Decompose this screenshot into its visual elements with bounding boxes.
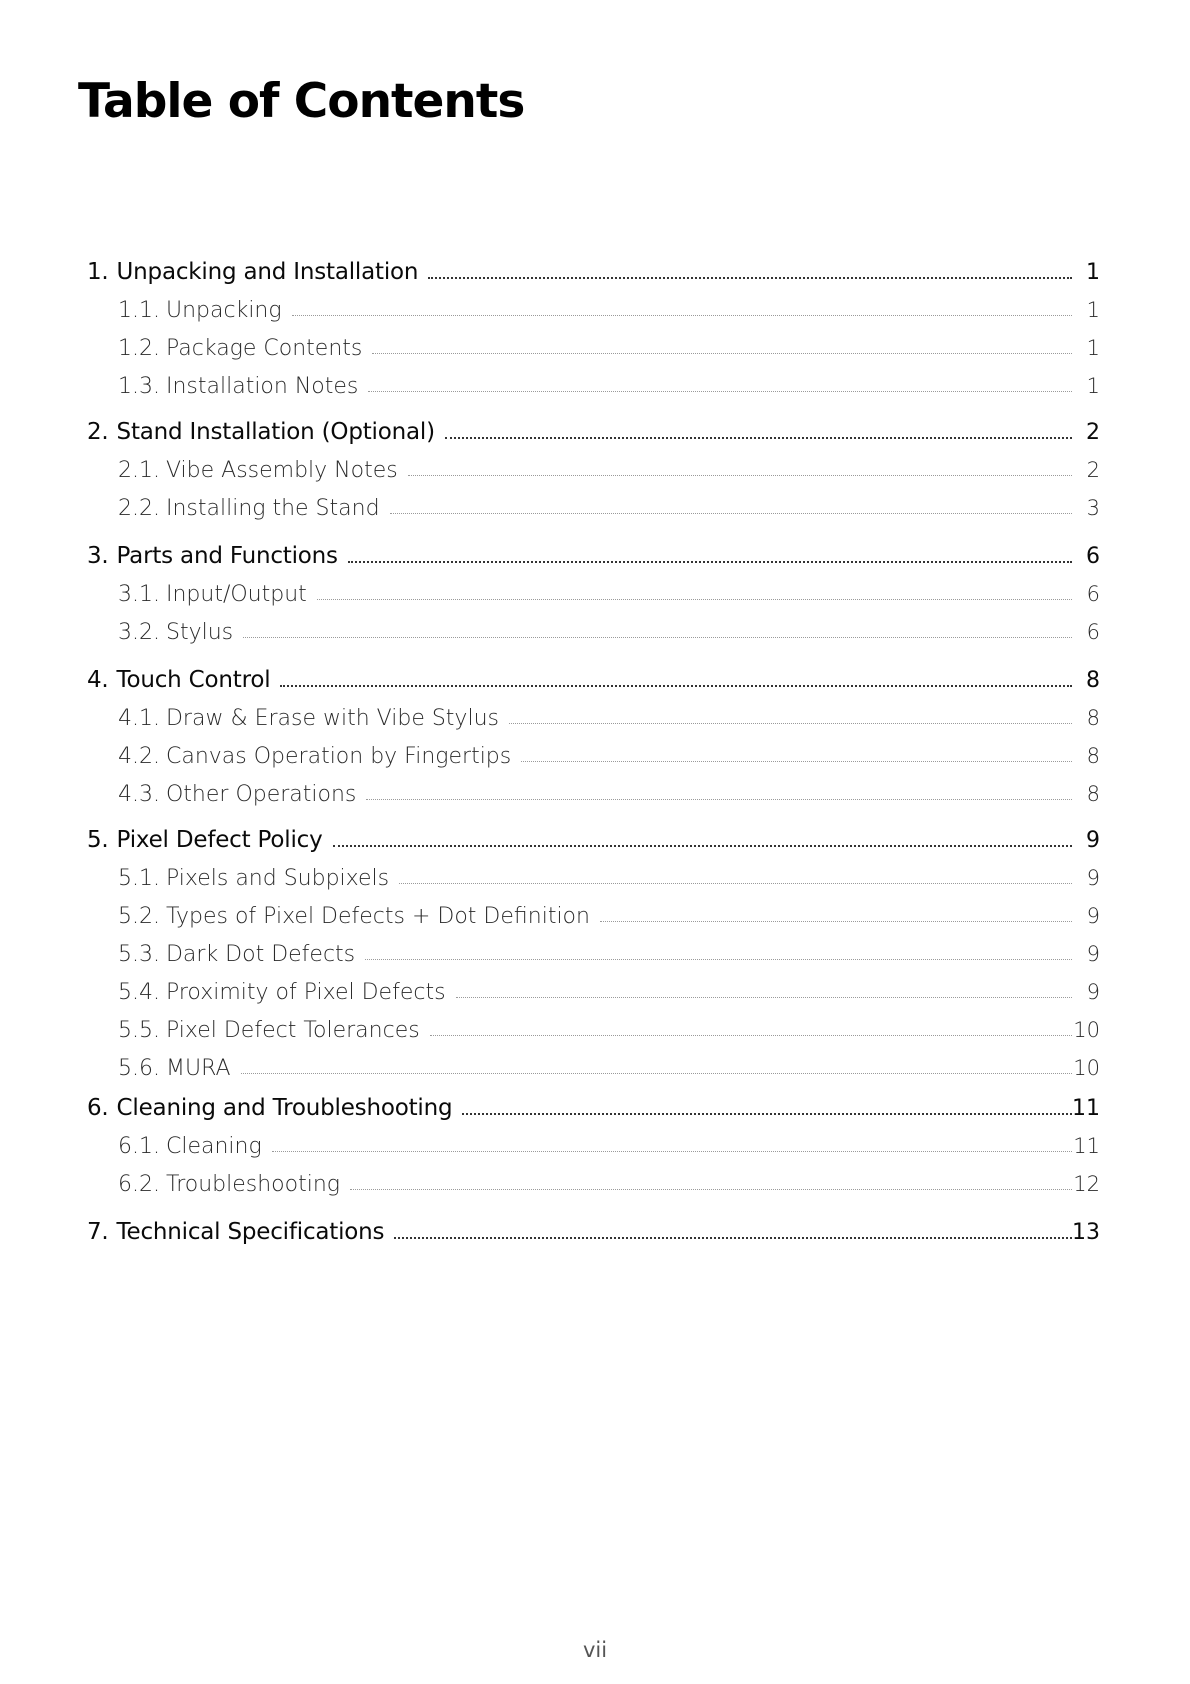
- toc-entry-number: 2.: [87, 419, 109, 445]
- toc-chapter-entry[interactable]: [0, 1089, 1190, 1127]
- toc-dot-leader: [456, 997, 1072, 998]
- toc-dot-leader: [368, 391, 1072, 392]
- toc-dot-leader: [280, 685, 1072, 687]
- toc-entry-number: 1.1.: [118, 297, 160, 323]
- toc-entry-title: Cleaning and Troubleshooting: [116, 1095, 453, 1121]
- toc-entry-number: 3.: [87, 543, 109, 569]
- toc-entry-number: 3.2.: [118, 619, 160, 645]
- toc-entry-number: 7.: [87, 1219, 109, 1245]
- toc-page-number: 8: [1086, 706, 1100, 730]
- toc-entry-number: 2.1.: [118, 457, 160, 483]
- toc-page-number: 6: [1086, 620, 1100, 644]
- toc-entry-title: Types of Pixel Defects + Dot Definition: [165, 903, 590, 929]
- toc-section-entry[interactable]: [0, 1127, 1190, 1165]
- toc-entry-label: [118, 620, 239, 645]
- toc-page-number: 1: [1086, 298, 1100, 322]
- toc-entry-label: [118, 980, 452, 1005]
- toc-section-entry[interactable]: [0, 973, 1190, 1011]
- toc-entry-number: 4.: [87, 667, 109, 693]
- toc-chapter-entry[interactable]: [0, 537, 1190, 575]
- toc-entry-label: [87, 1219, 390, 1245]
- toc-dot-leader: [317, 599, 1072, 600]
- toc-page-number: 6: [1086, 582, 1100, 606]
- toc-dot-leader: [350, 1189, 1072, 1190]
- toc-entry-label: [118, 374, 364, 399]
- toc-chapter-entry[interactable]: [0, 413, 1190, 451]
- toc-entry-number: 2.2.: [118, 495, 160, 521]
- toc-section-entry[interactable]: [0, 699, 1190, 737]
- toc-dot-leader: [365, 959, 1072, 960]
- page-number: vii: [582, 1638, 608, 1662]
- page-title: Table of Contents: [78, 74, 525, 129]
- toc-page-number: 12: [1073, 1172, 1100, 1196]
- toc-entry-number: 3.1.: [118, 581, 160, 607]
- toc-dot-leader: [372, 353, 1072, 354]
- toc-dot-leader: [348, 561, 1072, 563]
- toc-entry-title: Stylus: [165, 619, 234, 645]
- toc-entry-label: [118, 582, 313, 607]
- toc-entry-label: [118, 298, 288, 323]
- toc-entry-title: Dark Dot Defects: [165, 941, 356, 967]
- toc-entry-label: [118, 706, 505, 731]
- toc-entry-title: Installing the Stand: [165, 495, 380, 521]
- toc-page-number: 2: [1086, 458, 1100, 482]
- toc-section-entry[interactable]: [0, 451, 1190, 489]
- toc-dot-leader: [243, 637, 1072, 638]
- toc-page-number: 8: [1086, 782, 1100, 806]
- toc-entry-label: [118, 904, 596, 929]
- toc-entry-title: Parts and Functions: [116, 543, 338, 569]
- toc-entry-label: [118, 1018, 426, 1043]
- toc-page-number: 13: [1072, 1219, 1100, 1245]
- toc-chapter-entry[interactable]: [0, 661, 1190, 699]
- toc-dot-leader: [394, 1237, 1072, 1239]
- toc-page-number: 10: [1073, 1056, 1100, 1080]
- toc-entry-label: [87, 543, 344, 569]
- toc-page-number: 8: [1086, 667, 1100, 693]
- toc-page-number: 9: [1086, 904, 1100, 928]
- toc-entry-number: 5.2.: [118, 903, 160, 929]
- toc-entry-number: 1.2.: [118, 335, 160, 361]
- toc-entry-number: 5.: [87, 827, 109, 853]
- toc-dot-leader: [445, 437, 1072, 439]
- toc-section-entry[interactable]: [0, 1165, 1190, 1203]
- toc-dot-leader: [272, 1151, 1072, 1152]
- toc-entry-number: 5.3.: [118, 941, 160, 967]
- toc-dot-leader: [333, 845, 1072, 847]
- toc-section-entry[interactable]: [0, 329, 1190, 367]
- toc-page-number: 9: [1086, 942, 1100, 966]
- toc-dot-leader: [408, 475, 1072, 476]
- toc-entry-label: [87, 419, 441, 445]
- toc-entry-number: 5.1.: [118, 865, 160, 891]
- toc-entry-title: Cleaning: [165, 1133, 262, 1159]
- toc-dot-leader: [292, 315, 1072, 316]
- toc-page-number: 9: [1086, 866, 1100, 890]
- toc-section-entry[interactable]: [0, 775, 1190, 813]
- toc-page-number: 8: [1086, 744, 1100, 768]
- toc-entry-label: [118, 866, 395, 891]
- toc-entry-title: Unpacking: [165, 297, 282, 323]
- toc-page-number: 1: [1086, 374, 1100, 398]
- toc-page-number: 3: [1086, 496, 1100, 520]
- toc-entry-title: Pixel Defect Policy: [116, 827, 323, 853]
- toc-entry-title: MURA: [165, 1055, 231, 1081]
- toc-entry-title: Pixel Defect Tolerances: [165, 1017, 420, 1043]
- toc-page-number: 6: [1086, 543, 1100, 569]
- toc-page-number: 10: [1073, 1018, 1100, 1042]
- toc-entry-title: Vibe Assembly Notes: [165, 457, 398, 483]
- toc-entry-title: Package Contents: [165, 335, 363, 361]
- toc-section-entry[interactable]: [0, 367, 1190, 405]
- toc-section-entry[interactable]: [0, 1011, 1190, 1049]
- toc-entry-title: Installation Notes: [165, 373, 359, 399]
- toc-entry-label: [87, 667, 276, 693]
- toc-entry-number: 5.4.: [118, 979, 160, 1005]
- toc-page-number: 11: [1073, 1134, 1100, 1158]
- toc-chapter-entry[interactable]: [0, 253, 1190, 291]
- toc-entry-number: 4.1.: [118, 705, 160, 731]
- toc-page-number: 1: [1086, 259, 1100, 285]
- toc-page-number: 9: [1086, 980, 1100, 1004]
- toc-entry-label: [118, 336, 368, 361]
- toc-entry-title: Pixels and Subpixels: [165, 865, 390, 891]
- toc-entry-label: [118, 1134, 268, 1159]
- toc-chapter-entry[interactable]: [0, 821, 1190, 859]
- toc-entry-number: 1.: [87, 259, 109, 285]
- toc-section-entry[interactable]: [0, 859, 1190, 897]
- toc-entry-title: Troubleshooting: [165, 1171, 340, 1197]
- toc-entry-title: Touch Control: [116, 667, 271, 693]
- toc-dot-leader: [430, 1035, 1072, 1036]
- toc-dot-leader: [366, 799, 1072, 800]
- toc-entry-label: [118, 782, 362, 807]
- toc-entry-label: [87, 259, 424, 285]
- toc-page-number: 2: [1086, 419, 1100, 445]
- toc-entry-number: 5.5.: [118, 1017, 160, 1043]
- toc-section-entry[interactable]: [0, 935, 1190, 973]
- toc-page-number: 1: [1086, 336, 1100, 360]
- toc-entry-title: Technical Specifications: [116, 1219, 385, 1245]
- toc-entry-title: Canvas Operation by Fingertips: [165, 743, 512, 769]
- toc-dot-leader: [390, 513, 1072, 514]
- toc-dot-leader: [509, 723, 1072, 724]
- toc-entry-number: 1.3.: [118, 373, 160, 399]
- toc-entry-title: Stand Installation (Optional): [116, 419, 435, 445]
- toc-entry-title: Other Operations: [165, 781, 357, 807]
- toc-entry-label: [118, 744, 517, 769]
- toc-entry-label: [87, 827, 329, 853]
- toc-entry-title: Proximity of Pixel Defects: [165, 979, 446, 1005]
- toc-section-entry[interactable]: [0, 489, 1190, 527]
- toc-entry-label: [87, 1095, 458, 1121]
- toc-section-entry[interactable]: [0, 897, 1190, 935]
- toc-entry-label: [118, 942, 361, 967]
- toc-section-entry[interactable]: [0, 575, 1190, 613]
- toc-entry-number: 4.3.: [118, 781, 160, 807]
- toc-page-number: 11: [1072, 1095, 1100, 1121]
- toc-entry-number: 4.2.: [118, 743, 160, 769]
- toc-section-entry[interactable]: [0, 1049, 1190, 1087]
- toc-section-entry[interactable]: [0, 613, 1190, 651]
- toc-entry-number: 5.6.: [118, 1055, 160, 1081]
- toc-entry-number: 6.: [87, 1095, 109, 1121]
- toc-page-number: 9: [1086, 827, 1100, 853]
- toc-section-entry[interactable]: [0, 737, 1190, 775]
- toc-entry-number: 6.2.: [118, 1171, 160, 1197]
- toc-dot-leader: [462, 1113, 1072, 1115]
- toc-dot-leader: [428, 277, 1072, 279]
- toc-chapter-entry[interactable]: [0, 1213, 1190, 1251]
- toc-entry-label: [118, 1172, 346, 1197]
- toc-dot-leader: [521, 761, 1072, 762]
- toc-entry-number: 6.1.: [118, 1133, 160, 1159]
- toc-entry-title: Input/Output: [165, 581, 307, 607]
- toc-dot-leader: [399, 883, 1072, 884]
- toc-section-entry[interactable]: [0, 291, 1190, 329]
- toc-entry-label: [118, 496, 386, 521]
- toc-entry-title: Draw & Erase with Vibe Stylus: [165, 705, 499, 731]
- toc-dot-leader: [241, 1073, 1072, 1074]
- toc-entry-label: [118, 1056, 237, 1081]
- toc-entry-title: Unpacking and Installation: [116, 259, 419, 285]
- toc-entry-label: [118, 458, 404, 483]
- toc-dot-leader: [600, 921, 1072, 922]
